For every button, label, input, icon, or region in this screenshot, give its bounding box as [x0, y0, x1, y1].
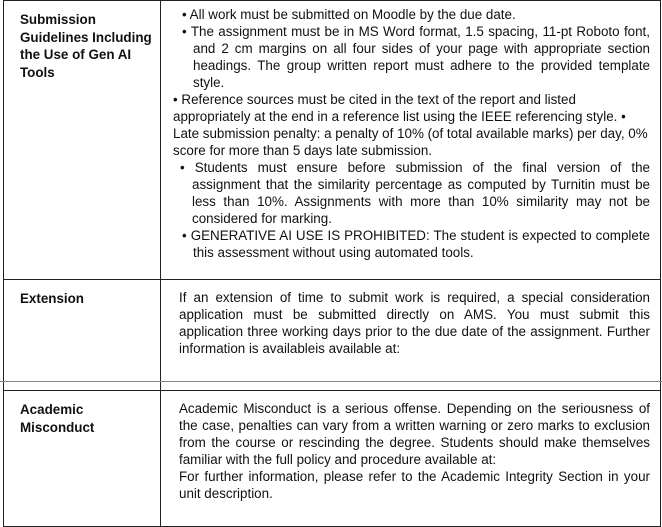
guideline-bullet-similarity: • Students must ensure before submission of the final version of the assignment that the similarity percentage as computed by Turnitin must be less than 10%. Assignments with more than 10% similarity may not be considered for marking. — [180, 160, 650, 226]
extension-text: If an extension of time to submit work is required, a special consideration application must be submitted directly on AMS. You must submit this application three working days prior to the due date of the assignment. Further information is availableis available at: — [179, 290, 650, 356]
row-label-extension: Extension — [4, 280, 161, 391]
table-row-academic-misconduct — [4, 391, 661, 527]
row-label-submission-guidelines: Submission Guidelines Including the Use of Gen AI Tools — [4, 1, 161, 280]
table-row-extension — [4, 280, 661, 391]
row-separator-line — [0, 381, 662, 382]
misconduct-text: Academic Misconduct is a serious offense. Depending on the seriousness of the case, penalties can vary from a written warning or zero marks to exclusion from the course or rescinding the degree. Students should make themselves familiar with the full policy and procedure available at: — [179, 401, 650, 467]
row-content-academic-misconduct — [161, 391, 661, 527]
row-label-academic-misconduct: Academic Misconduct — [4, 391, 161, 527]
guideline-bullet-gen-ai: • GENERATIVE AI USE IS PROHIBITED: The student is expected to complete this assessment without using automated tools. — [182, 228, 650, 260]
guideline-bullet-format: • The assignment must be in MS Word format, 1.5 spacing, 11-pt Roboto font, and 2 cm margins on all four sides of your page with appropriate section headings. The group written report must adhere to the provided template style. — [182, 24, 650, 90]
guideline-bullet-moodle: • All work must be submitted on Moodle by the due date. — [182, 7, 516, 22]
policy-table — [3, 0, 661, 527]
misconduct-further-info: For further information, please refer to the Academic Integrity Section in your unit description. — [179, 469, 650, 501]
row-content-extension — [161, 280, 661, 391]
row-content-submission-guidelines — [161, 1, 661, 280]
table-row-submission-guidelines — [4, 1, 661, 280]
guideline-bullet-referencing: • Reference sources must be cited in the text of the report and listed appropriately at the end in a reference list using the IEEE referencing style. • Late submission penalty: a penalty of 10% (of total available marks) per day, 0% score for more than 5 days late submission. — [173, 92, 648, 158]
